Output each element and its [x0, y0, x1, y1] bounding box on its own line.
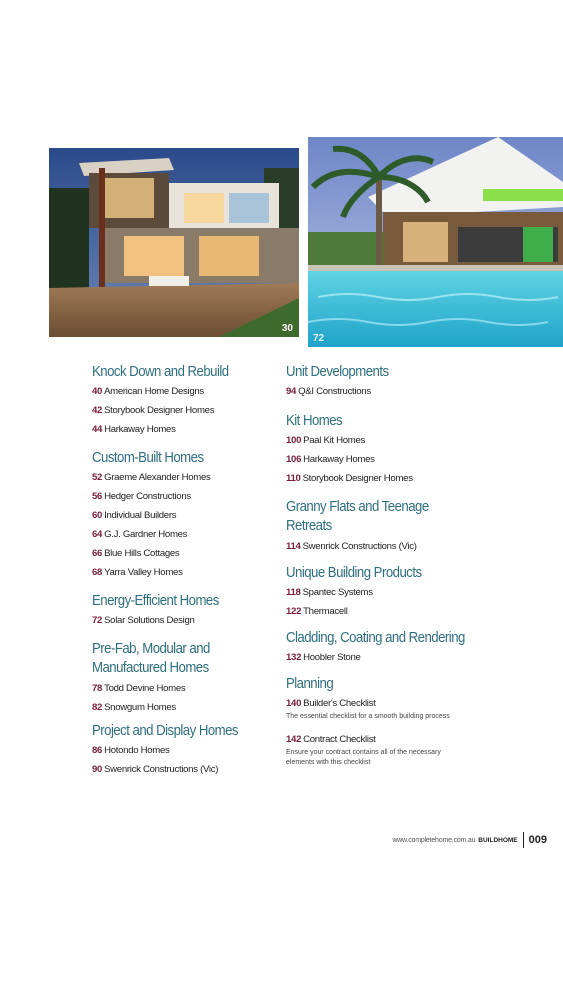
section-prefab-modular: [92, 639, 282, 714]
contents-entry[interactable]: [92, 745, 282, 757]
entry-page-number: 106: [286, 454, 302, 465]
contents-entry[interactable]: [286, 652, 486, 664]
section-title: Kit Homes: [286, 412, 343, 429]
section-title-line: Granny Flats and Teenage: [286, 498, 429, 515]
section-title: Planning: [286, 675, 334, 692]
entry-page-number: 140: [286, 698, 302, 709]
entry-name: Todd Devine Homes: [104, 683, 186, 694]
page-footer: [392, 832, 547, 848]
entry-name: Yarra Valley Homes: [104, 567, 183, 578]
section-title-line: Pre-Fab, Modular and: [92, 640, 210, 657]
section-title: Unique Building Products: [286, 564, 422, 581]
entry-name: American Home Designs: [104, 386, 204, 397]
contents-entry[interactable]: [92, 548, 282, 560]
contents-entry[interactable]: [92, 702, 282, 714]
entry-page-number: 44: [92, 424, 103, 435]
section-title: [286, 497, 462, 535]
section-title-line: Manufactured Homes: [92, 659, 209, 676]
footer-divider: [523, 832, 524, 848]
entry-page-number: 114: [286, 541, 301, 552]
contents-entry[interactable]: [92, 510, 282, 522]
pool-house-photo: [308, 137, 563, 347]
section-granny-flats: [286, 497, 486, 553]
entry-page-number: 72: [92, 615, 103, 626]
contents-entry[interactable]: [286, 606, 486, 618]
entry-page-number: 56: [92, 491, 103, 502]
entry-page-number: 122: [286, 606, 302, 617]
entry-page-number: 90: [92, 764, 103, 775]
section-title-line: Retreats: [286, 517, 332, 534]
section-planning: [286, 674, 486, 768]
entry-page-number: 82: [92, 702, 103, 713]
contents-entry[interactable]: [286, 698, 486, 722]
section-energy-efficient-homes: [92, 591, 282, 627]
contents-entry[interactable]: [92, 615, 282, 627]
contents-entry[interactable]: [92, 764, 282, 776]
section-unique-building-products: [286, 563, 486, 618]
entry-name: Spantec Systems: [302, 587, 373, 598]
contents-entry[interactable]: [286, 587, 486, 599]
contents-left-column: [92, 362, 282, 783]
entry-page-number: 142: [286, 734, 302, 745]
entry-description: Ensure your contract contains all of the necessary elements with this checklist: [286, 749, 441, 766]
contents-entry[interactable]: [286, 386, 486, 398]
entry-page-number: 40: [92, 386, 103, 397]
section-title: [92, 639, 259, 677]
section-knock-down-rebuild: [92, 362, 282, 436]
section-title: Project and Display Homes: [92, 722, 239, 739]
entry-page-number: 78: [92, 683, 103, 694]
entry-page-number: 100: [286, 435, 302, 446]
footer-page-number: 009: [528, 834, 547, 846]
contents-entry[interactable]: [92, 529, 282, 541]
contents-entry[interactable]: [92, 683, 282, 695]
contents-entry[interactable]: [92, 567, 282, 579]
entry-name: Individual Builders: [104, 510, 177, 521]
entry-description: The essential checklist for a smooth building process: [286, 713, 450, 720]
section-title: Energy-Efficient Homes: [92, 592, 219, 609]
entry-name: Storybook Designer Homes: [302, 473, 413, 484]
entry-name: Swenrick Constructions (Vic): [302, 541, 417, 552]
entry-page-number: 94: [286, 386, 297, 397]
section-cladding-coating-rendering: [286, 628, 486, 664]
contents-entry[interactable]: [286, 454, 486, 466]
footer-brand: BUILDHOME: [478, 836, 518, 844]
contents-entry[interactable]: [92, 491, 282, 503]
contents-entry[interactable]: [92, 386, 282, 398]
pool-house-illustration: [308, 137, 563, 347]
entry-page-number: 52: [92, 472, 103, 483]
entry-page-number: 64: [92, 529, 103, 540]
contents-entry[interactable]: [92, 472, 282, 484]
section-project-display-homes: [92, 721, 282, 776]
section-title: Cladding, Coating and Rendering: [286, 629, 465, 646]
entry-name: Harkaway Homes: [104, 424, 176, 435]
entry-page-number: 86: [92, 745, 103, 756]
entry-page-number: 110: [286, 473, 301, 484]
entry-name: Hoobler Stone: [303, 652, 361, 663]
entry-name: Swenrick Constructions (Vic): [104, 764, 219, 775]
house-dusk-illustration: [49, 148, 299, 337]
section-custom-built-homes: [92, 448, 282, 579]
entry-page-number: 132: [286, 652, 302, 663]
entry-page-number: 42: [92, 405, 103, 416]
contents-entry[interactable]: [286, 473, 486, 485]
contents-right-column: [286, 362, 486, 775]
contents-entry[interactable]: [286, 734, 486, 768]
entry-page-number: 68: [92, 567, 103, 578]
entry-name: Builder's Checklist: [303, 698, 376, 709]
contents-entry[interactable]: [92, 424, 282, 436]
section-kit-homes: [286, 411, 486, 485]
entry-page-number: 66: [92, 548, 103, 559]
house-photo-dusk: [49, 148, 299, 337]
footer-url[interactable]: www.completehome.com.au: [392, 836, 476, 844]
entry-name: Blue Hills Cottages: [104, 548, 180, 559]
entry-page-number: 118: [286, 587, 301, 598]
entry-name: Harkaway Homes: [303, 454, 375, 465]
entry-name: Hotondo Homes: [104, 745, 170, 756]
section-unit-developments: [286, 362, 486, 398]
entry-name: G.J. Gardner Homes: [104, 529, 188, 540]
entry-name: Thermacell: [303, 606, 348, 617]
entry-name: Storybook Designer Homes: [104, 405, 215, 416]
entry-name: Contract Checklist: [303, 734, 376, 745]
page-badge: 72: [313, 333, 325, 344]
entry-name: Hedger Constructions: [104, 491, 191, 502]
contents-entry[interactable]: [286, 435, 486, 447]
entry-page-number: 60: [92, 510, 103, 521]
entry-name: Q&I Constructions: [298, 386, 371, 397]
contents-entry[interactable]: [286, 541, 486, 553]
contents-entry[interactable]: [92, 405, 282, 417]
page-badge: 30: [281, 323, 293, 334]
entry-name: Paal Kit Homes: [303, 435, 366, 446]
entry-name: Snowgum Homes: [104, 702, 176, 713]
entry-name: Solar Solutions Design: [104, 615, 195, 626]
entry-name: Graeme Alexander Homes: [104, 472, 211, 483]
section-title: Custom-Built Homes: [92, 449, 204, 466]
section-title: Knock Down and Rebuild: [92, 363, 229, 380]
section-title: Unit Developments: [286, 363, 389, 380]
